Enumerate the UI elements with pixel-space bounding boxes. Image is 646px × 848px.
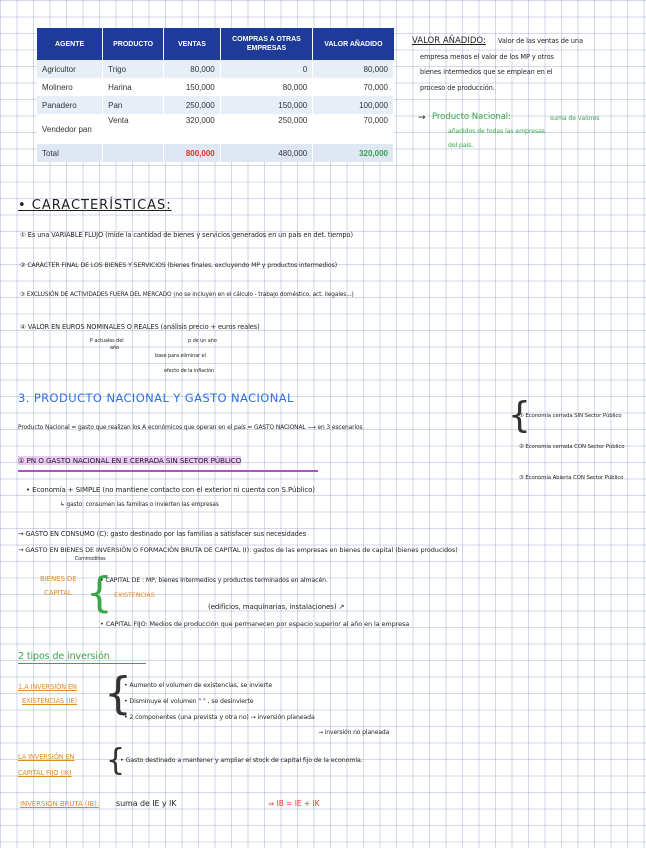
- cell-ventas: 150,000: [164, 78, 221, 96]
- ie-item-2: • Disminuye el volumen " " , se desinvierte: [124, 698, 254, 705]
- table-row: [37, 114, 394, 144]
- nominal-note-line2: año: [110, 345, 119, 351]
- real-note-line1: p de un año: [188, 338, 217, 344]
- valor-anadido-line2: empresa menos el valor de los MP y otros: [420, 53, 554, 61]
- cell-agente: Vendedor pan: [37, 114, 103, 144]
- inversion-capfijo-label-2: CAPITAL FIJO (IK): [18, 769, 72, 777]
- highlight-underline: [18, 470, 318, 472]
- cell-total-empty: [103, 144, 164, 162]
- cell-compras: 250,000: [220, 114, 312, 144]
- valor-anadido-title: VALOR AÑADIDO:: [412, 36, 486, 46]
- producto-nacional-label: Producto Nacional:: [432, 112, 511, 122]
- cell-agente: Panadero: [37, 96, 103, 114]
- producto-nacional-line3: del país.: [448, 142, 474, 149]
- table-row: [37, 60, 394, 78]
- real-note-line3: efecto de la inflación: [164, 368, 215, 374]
- cell-compras: 80,000: [220, 78, 312, 96]
- inversion-capfijo-label-1: LA INVERSIÓN EN: [18, 753, 75, 761]
- producto-nacional-line2: añadidos de todas las empresas: [448, 128, 545, 135]
- ie-item-3: • 2 componentes (una prevista y otra no) → inversión planeada: [124, 714, 315, 721]
- caracteristica-item-2: ② CARÁCTER FINAL DE LOS BIENES Y SERVICIOS (bienes finales, excluyendo MP y productos intermedios): [20, 262, 338, 269]
- bienes-capital-brace-icon: {: [86, 568, 113, 617]
- capital-fijo-examples: (edificios, maquinarias, instalaciones) ↗: [208, 603, 345, 611]
- capital-existencias-line1: • CAPITAL DE : MP, bienes intermedios y productos terminados en almacén.: [100, 577, 328, 584]
- inversion-bruta-text: suma de IE y IK: [116, 799, 177, 808]
- caracteristica-item-1: ① Es una VARIABLE FLUJO (mide la cantidad de bienes y servicios generados en un país en det. tiempo): [20, 231, 353, 239]
- economia-simple: • Economía + SIMPLE (no mantiene contacto con el exterior ni cuenta con S.Público): [26, 486, 315, 494]
- inversion-bruta-label: INVERSIÓN BRUTA (IB):: [20, 800, 99, 808]
- ie-brace-icon: {: [104, 668, 132, 719]
- col-header-agente: AGENTE: [37, 28, 103, 60]
- real-note-line2: base para eliminar el: [155, 353, 206, 359]
- cell-producto: Pan: [103, 96, 164, 114]
- cell-total-label: Total: [37, 144, 103, 162]
- escenario-item-1: ① Economía cerrada SIN Sector Público: [519, 413, 622, 419]
- arrow-icon: →: [418, 113, 426, 123]
- caracteristica-item-4: ④ VALOR EN EUROS NOMINALES O REALES (análisis precio + euros reales): [20, 323, 260, 331]
- col-header-producto: PRODUCTO: [103, 28, 164, 60]
- col-header-compras: COMPRAS A OTRAS EMPRESAS: [220, 28, 312, 60]
- valor-anadido-line4: proceso de producción.: [420, 84, 495, 92]
- cell-producto: Harina: [103, 78, 164, 96]
- subsection-pn-cerrada-text: ① PN O GASTO NACIONAL EN E CERRADA SIN SECTOR PÚBLICO: [18, 456, 242, 465]
- cell-agente: Agricultor: [37, 60, 103, 78]
- cell-total-ventas: 800,000: [164, 144, 221, 162]
- capital-fijo-def: • CAPITAL FIJO: Medios de producción que permanecen por espacio superior al año en la empresa: [100, 620, 410, 628]
- gasto-consumo: → GASTO EN CONSUMO (C): gasto destinado por las familias a satisfacer sus necesidades: [18, 530, 307, 538]
- inversion-existencias-label-1: 1.A INVERSIÓN EN: [18, 683, 77, 691]
- ik-text: • Gasto destinado a mantener y ampliar el stock de capital fijo de la economía.: [120, 757, 363, 764]
- cell-ventas: 320,000: [164, 114, 221, 144]
- cell-valor: 80,000: [313, 60, 394, 78]
- gasto-note: ↳ gasto: consumen las familias o invierten las empresas: [60, 502, 219, 508]
- escenario-item-3: ③ Economía Abierta CON Sector Público: [519, 475, 624, 481]
- tipos-underline: [18, 663, 146, 664]
- cell-producto: Trigo: [103, 60, 164, 78]
- table-row: [37, 96, 394, 114]
- bienes-capital-label-2: CAPITAL: [44, 589, 72, 597]
- ik-brace-icon: {: [106, 743, 125, 778]
- cell-compras: 150,000: [220, 96, 312, 114]
- table-row: [37, 78, 394, 96]
- commodities-note: Commodities: [75, 557, 106, 562]
- col-header-valor: VALOR AÑADIDO: [313, 28, 394, 60]
- bienes-capital-label-1: BIENES DE: [40, 575, 77, 583]
- cell-valor: 100,000: [313, 96, 394, 114]
- table-total-row: [37, 144, 394, 162]
- section3-title: 3. PRODUCTO NACIONAL Y GASTO NACIONAL: [18, 391, 294, 405]
- valor-anadido-line1: Valor de las ventas de una: [498, 37, 583, 45]
- cell-total-valor: 320,000: [313, 144, 394, 162]
- cell-ventas: 250,000: [164, 96, 221, 114]
- gasto-inversion: → GASTO EN BIENES DE INVERSIÓN O FORMACIÓN BRUTA DE CAPITAL (I): gastos de las empresas en bienes de capital (bienes producidos): [18, 546, 458, 554]
- subsection-pn-cerrada: [18, 456, 241, 465]
- inversion-existencias-label-2: EXISTENCIAS (IE): [22, 697, 77, 705]
- cell-total-compras: 480,000: [220, 144, 312, 162]
- cell-valor: 70,000: [313, 114, 394, 144]
- section3-intro: Producto Nacional = gasto que realizan los A económicos que operan en el país = GASTO NACIONAL ⟶ en 3 escenarios: [18, 425, 363, 431]
- inversion-bruta-formula: ⇒ IB = IE + IK: [268, 799, 320, 808]
- caracteristica-item-3: ③ EXCLUSIÓN DE ACTIVIDADES FUERA DEL MERCADO (no se incluyen en el cálculo - trabajo doméstico, act. ilegales...): [20, 292, 354, 298]
- producto-nacional-line1: suma de valores: [550, 115, 600, 122]
- valor-anadido-line3: bienes intermedios que se emplean en el: [420, 68, 553, 76]
- cell-ventas: 80,000: [164, 60, 221, 78]
- nominal-note-line1: P actuales del: [90, 338, 124, 344]
- col-header-ventas: VENTAS: [164, 28, 221, 60]
- caracteristicas-title: • CARACTERÍSTICAS:: [18, 198, 172, 213]
- table-header-row: [37, 28, 394, 60]
- cell-compras: 0: [220, 60, 312, 78]
- escenarios-brace-icon: {: [508, 395, 531, 436]
- cell-producto: Venta: [103, 114, 164, 144]
- cell-valor: 70,000: [313, 78, 394, 96]
- tipos-inversion-title: 2 tipos de inversión: [18, 651, 110, 662]
- ie-item-1: • Aumento el volumen de existencias, se invierte: [124, 682, 273, 689]
- ie-extra: → inversión no planeada: [318, 729, 390, 736]
- cell-agente: Molinero: [37, 78, 103, 96]
- capital-existencias-line2: EXISTENCIAS: [114, 591, 155, 599]
- valor-anadido-table: [37, 28, 394, 162]
- escenario-item-2: ② Economía cerrada CON Sector Público: [519, 444, 625, 450]
